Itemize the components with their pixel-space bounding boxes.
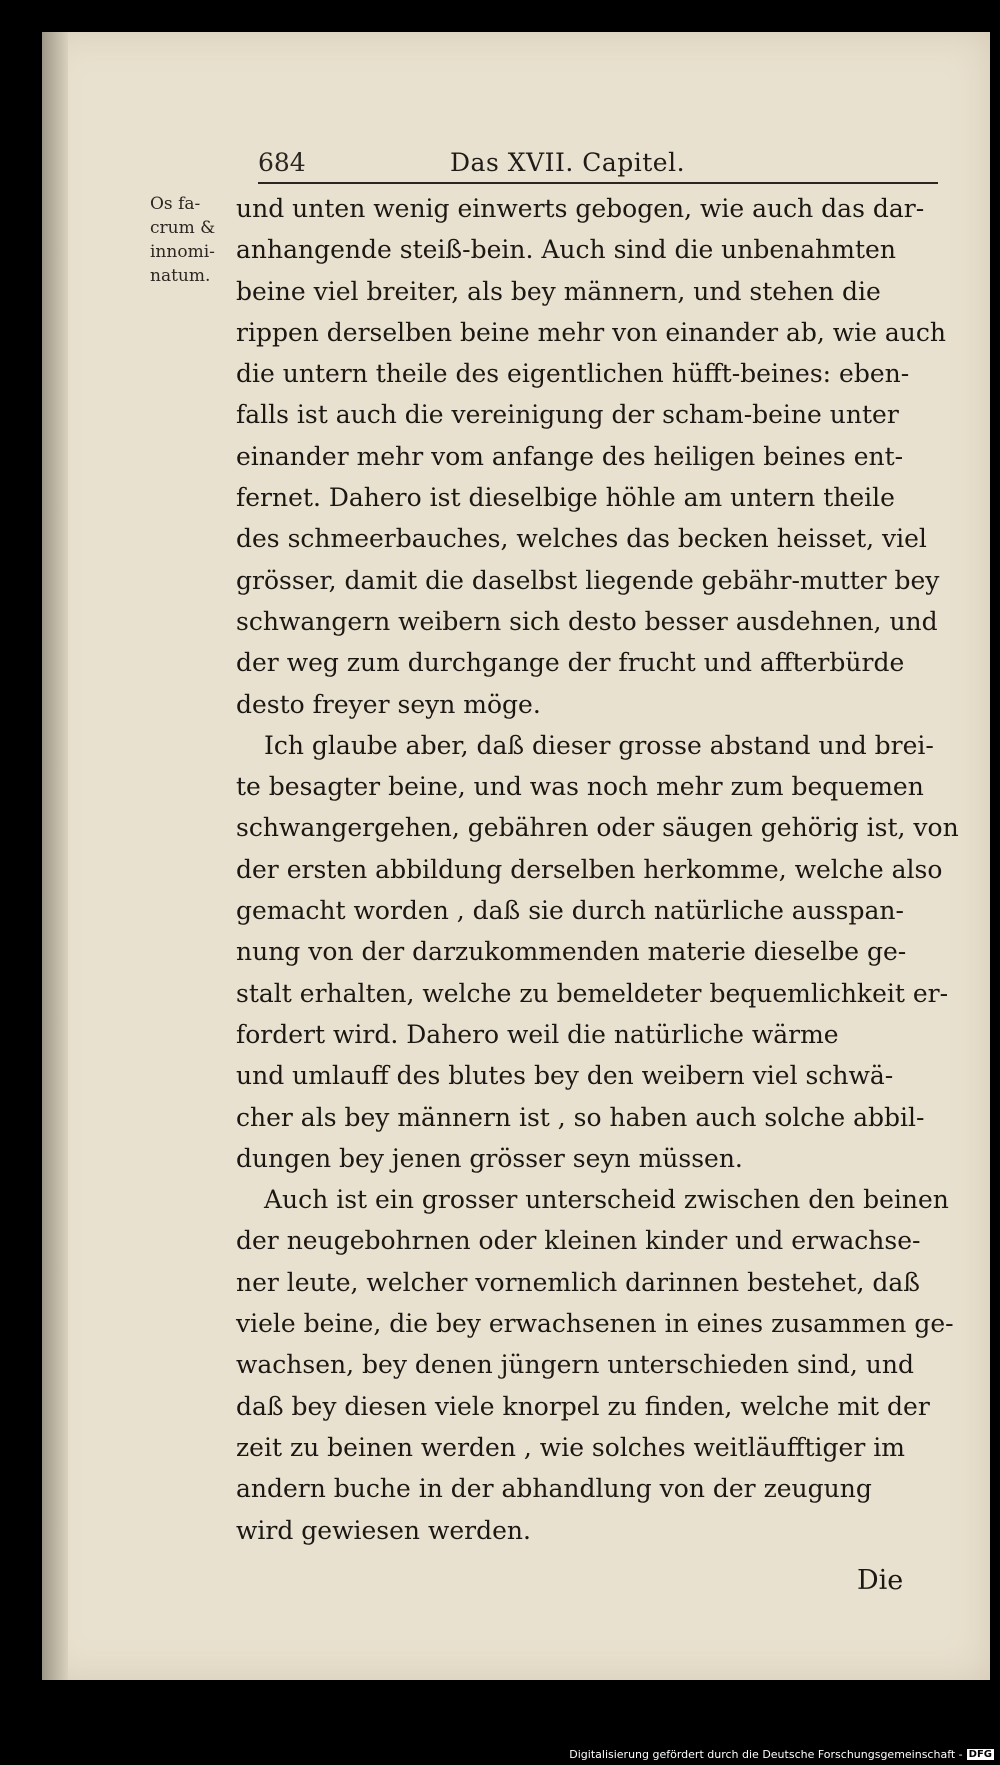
text-line: der neugebohrnen oder kleinen kinder und erwachse- (236, 1226, 921, 1256)
catchword: Die (857, 1565, 904, 1596)
body-text (236, 188, 959, 1551)
margin-note-line: innomi- (150, 242, 215, 262)
text-line: Auch ist ein grosser unterscheid zwischen den beinen (264, 1185, 949, 1215)
text-line: falls ist auch die vereinigung der scham-beine unter (236, 400, 899, 430)
text-line: einander mehr vom anfange des heiligen beines ent- (236, 441, 904, 471)
running-title: Das XVII. Capitel. (450, 148, 686, 177)
margin-note-line: Os fa- (150, 194, 201, 214)
text-line: nung von der darzukommenden materie dieselbe ge- (236, 937, 907, 967)
paragraph-2 (236, 725, 959, 1179)
text-line: des schmeerbauches, welches das becken heisset, viel (236, 524, 927, 554)
margin-note-line: crum & (150, 218, 216, 238)
text-line: Ich glaube aber, daß dieser grosse abstand und brei- (264, 730, 934, 760)
page-header (258, 148, 978, 184)
text-line: stalt erhalten, welche zu bemeldeter bequemlichkeit er- (236, 978, 949, 1008)
paragraph-3 (236, 1179, 954, 1551)
text-line: und umlauff des blutes bey den weibern viel schwä- (236, 1061, 894, 1091)
footer-text: Digitalisierung gefördert durch die Deutsche Forschungsgemeinschaft - (569, 1748, 963, 1761)
page-number: 684 (258, 148, 306, 177)
margin-note (150, 192, 246, 288)
footer-credit (569, 1748, 994, 1761)
paragraph-1 (236, 188, 947, 725)
text-line: dungen bey jenen grösser seyn müssen. (236, 1143, 743, 1173)
text-line: gemacht worden , daß sie durch natürliche ausspan- (236, 896, 904, 926)
text-line: grösser, damit die daselbst liegende gebähr-mutter bey (236, 565, 940, 595)
text-line: zeit zu beinen werden , wie solches weitläufftiger im (236, 1432, 905, 1462)
text-line: der weg zum durchgange der frucht und affterbürde (236, 648, 905, 678)
text-line: wird gewiesen werden. (236, 1515, 531, 1545)
text-line: anhangende steiß-bein. Auch sind die unbenahmten (236, 235, 896, 265)
text-line: te besagter beine, und was noch mehr zum bequemen (236, 772, 924, 802)
text-line: desto freyer seyn möge. (236, 689, 541, 719)
text-line: andern buche in der abhandlung von der zeugung (236, 1474, 872, 1504)
text-line: und unten wenig einwerts gebogen, wie auch das dar- (236, 194, 925, 223)
dfg-logo: DFG (968, 1749, 992, 1760)
header-rule (258, 182, 938, 184)
text-line: viele beine, die bey erwachsenen in eines zusammen ge- (236, 1309, 954, 1339)
text-line: cher als bey männern ist , so haben auch solche abbil- (236, 1102, 925, 1132)
text-line: der ersten abbildung derselben herkomme, welche also (236, 854, 943, 884)
page-gutter-shadow (42, 32, 68, 1680)
text-line: schwangergehen, gebähren oder säugen gehörig ist, von (236, 813, 959, 843)
text-line: daß bey diesen viele knorpel zu finden, welche mit der (236, 1391, 930, 1421)
text-line: beine viel breiter, als bey männern, und stehen die (236, 276, 881, 306)
text-line: schwangern weibern sich desto besser ausdehnen, und (236, 606, 938, 636)
text-line: die untern theile des eigentlichen hüfft-beines: eben- (236, 359, 910, 389)
text-line: rippen derselben beine mehr von einander ab, wie auch (236, 317, 947, 347)
text-line: fordert wird. Dahero weil die natürliche wärme (236, 1019, 839, 1049)
text-line: fernet. Dahero ist dieselbige höhle am untern theile (236, 483, 895, 513)
margin-note-line: natum. (150, 266, 211, 286)
text-line: ner leute, welcher vornemlich darinnen bestehet, daß (236, 1267, 920, 1297)
text-line: wachsen, bey denen jüngern unterschieden sind, und (236, 1350, 914, 1380)
